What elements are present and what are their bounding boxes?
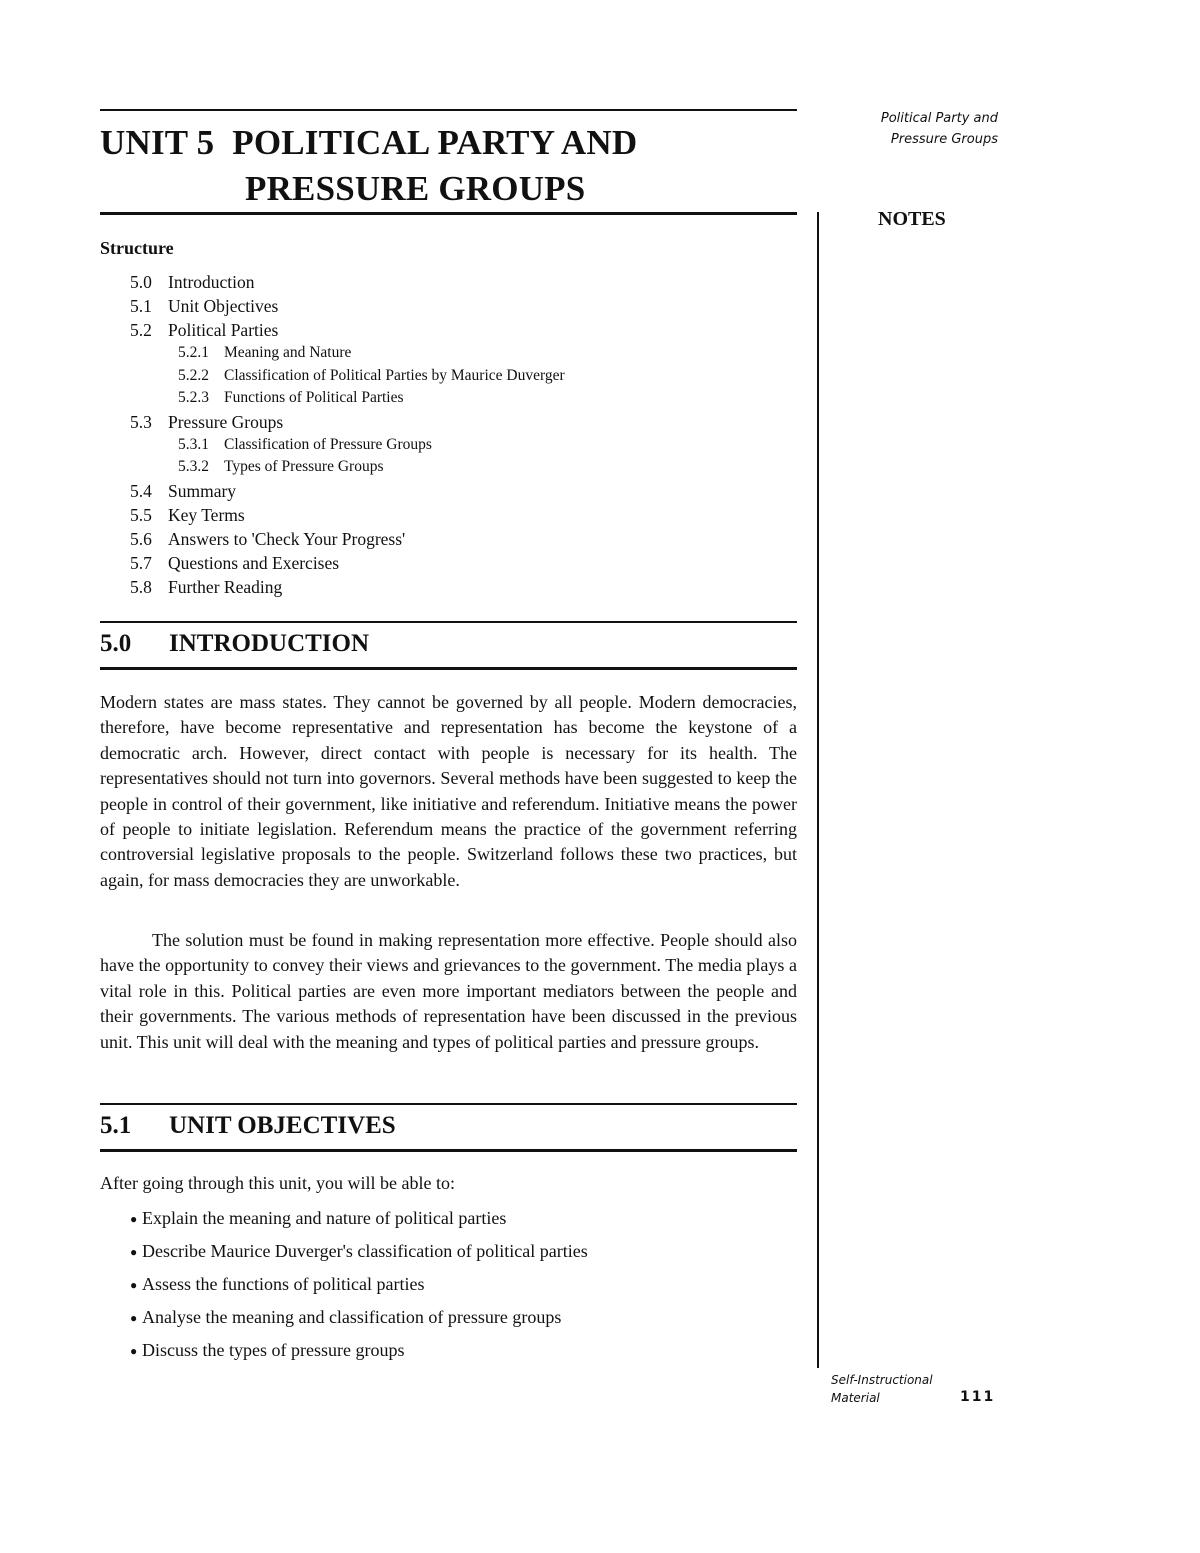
toc-item-label: Answers to 'Check Your Progress' [168,528,406,549]
bullet-icon: ● [130,1311,138,1325]
bullet-icon: ● [130,1212,138,1226]
intro-top-rule [100,621,797,623]
footer-line-2: Material [831,1391,880,1405]
objectives-list [130,1205,588,1370]
toc-item-number: 5.6 [130,528,152,549]
objective-item [130,1304,588,1337]
toc-item [130,365,565,388]
toc-item [130,387,565,410]
intro-paragraph-1: Modern states are mass states. They cannot be governed by all people. Modern democracies, therefore, have become representative and representation has become the keystone of a democratic arch. However, direct contact with people is necessary for its health. The representatives should not turn into governors. Several methods have been suggested to keep the people in control of their government, like initiative and referendum. Initiative means the power of people to initiate legislation. Referendum means the practice of the government referring controversial legislative proposals to the people. Switzerland follows these two practices, but again, for mass democracies they are unworkable. [100,692,797,890]
unit-title-line-1: UNIT 5 POLITICAL PARTY AND [100,123,638,162]
objective-text: Assess the functions of political parties [142,1274,425,1294]
notes-label: NOTES [878,208,946,230]
toc-item-label: Classification of Political Parties by Maurice Duverger [224,366,565,384]
section-number: 5.0 [100,630,132,657]
objectives-bottom-rule [100,1149,797,1152]
table-of-contents [130,270,565,599]
objectives-top-rule [100,1103,797,1105]
objectives-heading [100,1112,396,1140]
toc-item-label: Political Parties [168,320,279,340]
toc-item-number: 5.7 [130,552,152,573]
toc-item-label: Functions of Political Parties [224,389,404,406]
bullet-icon: ● [130,1344,138,1358]
objectives-lead: After going through this unit, you will be able to: [100,1173,455,1193]
toc-item-number: 5.3.2 [178,458,209,475]
toc-item [130,434,565,457]
running-title [850,108,998,150]
toc-item [130,479,565,503]
toc-item-label: Pressure Groups [168,411,284,432]
margin-divider [817,212,819,1368]
toc-item-label: Types of Pressure Groups [224,458,384,475]
objective-text: Explain the meaning and nature of political parties [142,1208,507,1228]
toc-item [130,342,565,365]
toc-item [130,294,565,318]
toc-item [130,575,565,599]
objective-item [130,1337,588,1370]
toc-item-label: Classification of Pressure Groups [224,435,432,453]
bullet-icon: ● [130,1278,138,1292]
unit-title [100,120,637,212]
toc-item-number: 5.2.2 [178,366,209,384]
toc-item-number: 5.4 [130,480,152,501]
page-number: 111 [960,1389,996,1405]
intro-heading [100,630,369,658]
toc-item [130,318,565,342]
toc-item [130,527,565,551]
toc-item-number: 5.2 [130,320,152,340]
title-bottom-rule [100,212,797,215]
toc-item-label: Further Reading [168,576,283,597]
toc-item-number: 5.8 [130,576,152,597]
objective-text: Analyse the meaning and classification of pressure groups [142,1307,562,1327]
toc-item [130,456,565,479]
bullet-icon: ● [130,1245,138,1259]
running-title-line-1: Political Party and [880,111,998,126]
toc-item-number: 5.2.3 [178,389,209,406]
toc-item-number: 5.3 [130,411,152,432]
top-rule [100,109,797,111]
intro-bottom-rule [100,667,797,670]
toc-item-label: Introduction [168,272,255,292]
unit-title-line-2: PRESSURE GROUPS [245,169,586,208]
intro-paragraph-2: The solution must be found in making representation more effective. People should also have the opportunity to convey their views and grievances to the government. The media plays a vital role in this. Political parties are even more important mediators between the people and their governments. The various methods of representation have been discussed in the previous unit. This unit will deal with the meaning and types of political parties and pressure groups. [100,930,797,1052]
section-number: 5.1 [100,1112,132,1139]
structure-heading: Structure [100,238,174,258]
objective-text: Discuss the types of pressure groups [142,1340,405,1360]
toc-item-number: 5.2.1 [178,344,209,361]
objective-item [130,1205,588,1238]
section-title: UNIT OBJECTIVES [169,1112,396,1139]
section-title: INTRODUCTION [169,630,370,657]
toc-item-label: Unit Objectives [168,296,279,316]
toc-item [130,551,565,575]
footer-line-1: Self-Instructional [831,1373,933,1387]
objective-item [130,1238,588,1271]
running-title-line-2: Pressure Groups [890,132,998,147]
toc-item-label: Meaning and Nature [224,344,352,361]
toc-item-number: 5.0 [130,272,152,292]
toc-item [130,410,565,434]
toc-item-number: 5.3.1 [178,435,209,453]
toc-item [130,503,565,527]
toc-item-label: Questions and Exercises [168,552,340,573]
toc-item [130,270,565,294]
toc-item-label: Summary [168,480,237,501]
toc-item-number: 5.1 [130,296,152,316]
toc-item-number: 5.5 [130,504,152,525]
objective-text: Describe Maurice Duverger's classification of political parties [142,1241,588,1261]
toc-item-label: Key Terms [168,504,245,525]
objective-item [130,1271,588,1304]
footer-label [831,1371,933,1407]
